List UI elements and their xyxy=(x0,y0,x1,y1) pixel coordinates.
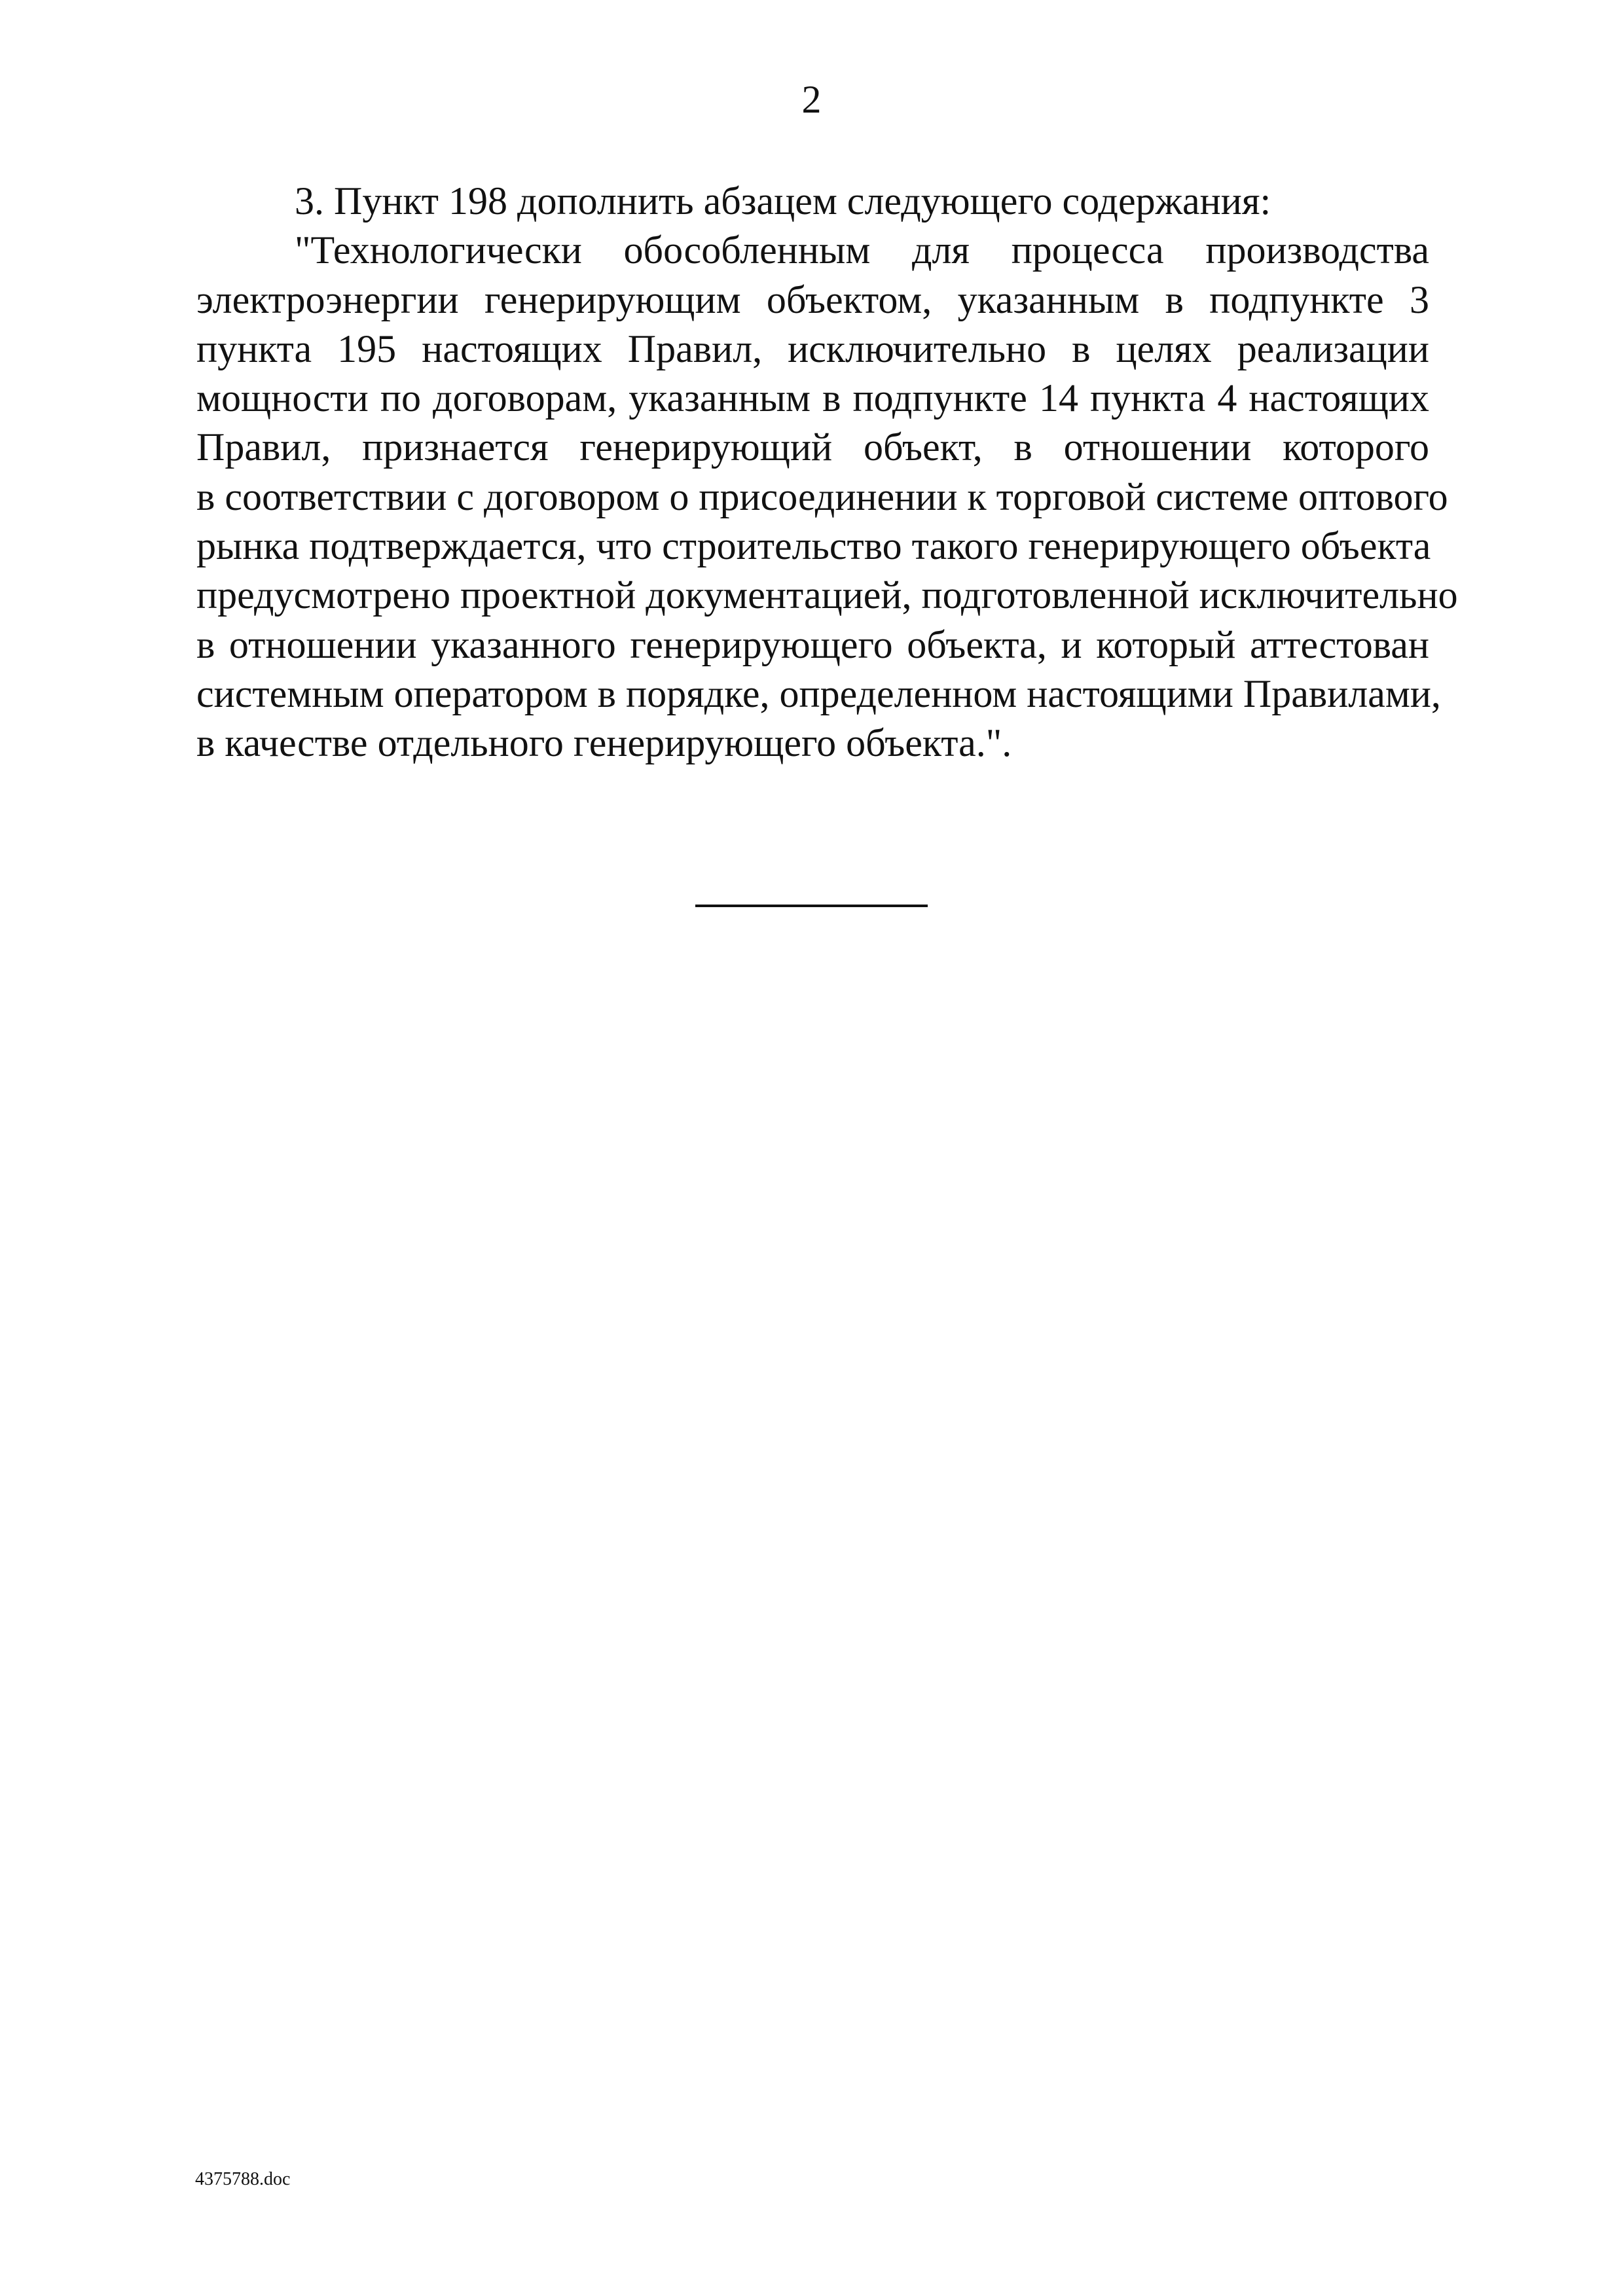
quote-line: рынка подтверждается, что строительство такого генерирующего объекта xyxy=(196,524,1431,568)
quote-line: электроэнергии генерирующим объектом, указанным в подпункте 3 xyxy=(196,278,1429,321)
document-body xyxy=(196,177,1458,768)
end-separator-line xyxy=(695,905,928,907)
quote-line: Правил, признается генерирующий объект, в отношении которого xyxy=(196,425,1429,469)
quote-line: предусмотрено проектной документацией, подготовленной исключительно xyxy=(196,573,1458,617)
quote-line: "Технологически обособленным для процесса производства xyxy=(295,228,1429,272)
quote-line: в соответствии с договором о присоединении к торговой системе оптового xyxy=(196,475,1448,518)
quote-line: системным оператором в порядке, определенном настоящими Правилами, xyxy=(196,672,1441,715)
document-code: 4375788.doc xyxy=(195,2169,291,2189)
quote-line: мощности по договорам, указанным в подпункте 14 пункта 4 настоящих xyxy=(196,376,1429,420)
page-number: 2 xyxy=(801,78,822,121)
quote-line: в качестве отдельного генерирующего объекта.". xyxy=(196,721,1012,765)
quote-line: пункта 195 настоящих Правил, исключительно в целях реализации xyxy=(196,327,1429,370)
amendment-intro: 3. Пункт 198 дополнить абзацем следующего содержания: xyxy=(295,179,1271,223)
quote-line: в отношении указанного генерирующего объекта, и который аттестован xyxy=(196,622,1429,666)
